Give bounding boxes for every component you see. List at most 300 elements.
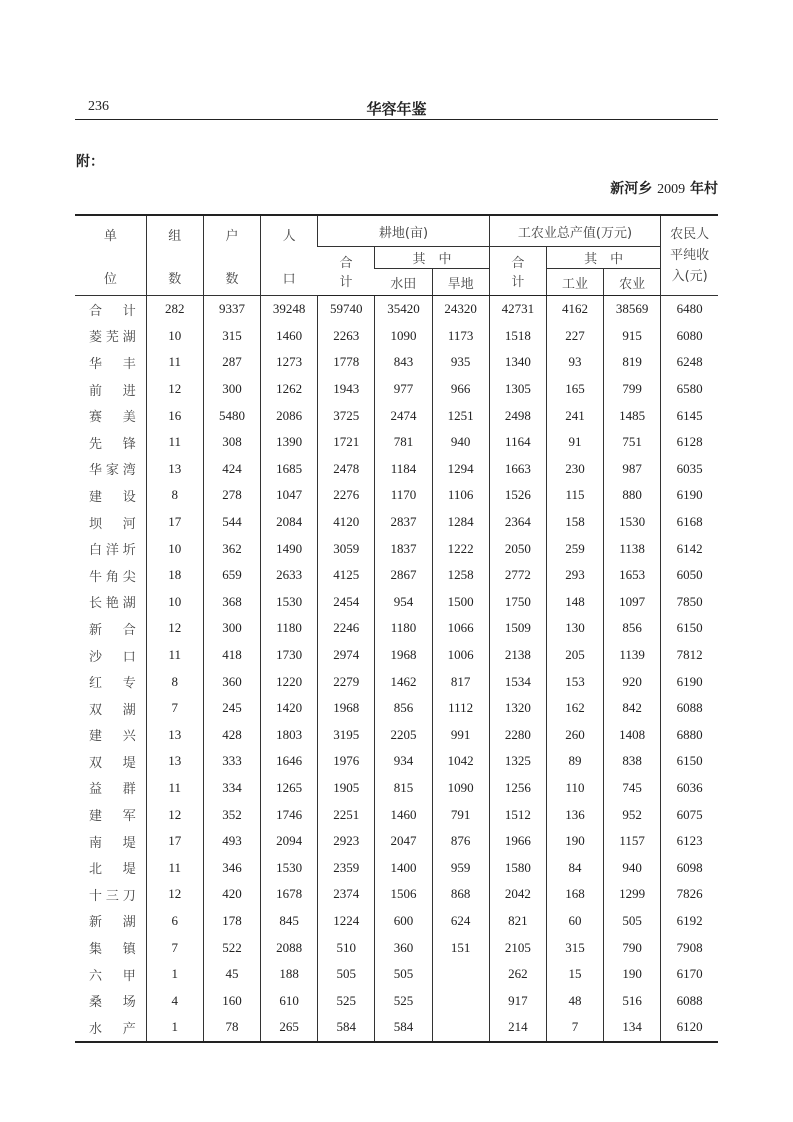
table-cell: 1534 — [489, 668, 546, 695]
table-cell: 1530 — [261, 589, 318, 616]
table-cell: 7908 — [661, 934, 718, 961]
table-cell: 1663 — [489, 456, 546, 483]
table-row — [75, 908, 718, 935]
table-cell: 12 — [146, 376, 203, 403]
table-cell: 2837 — [375, 509, 432, 536]
table-cell: 600 — [375, 908, 432, 935]
table-cell: 6 — [146, 908, 203, 935]
table-cell: 819 — [604, 349, 661, 376]
table-cell: 1746 — [261, 801, 318, 828]
table-cell: 917 — [489, 987, 546, 1014]
table-cell: 241 — [546, 402, 603, 429]
table-cell: 352 — [203, 801, 260, 828]
table-cell: 1485 — [604, 402, 661, 429]
table-row — [75, 615, 718, 642]
table-cell: 1224 — [318, 908, 375, 935]
table-cell: 10 — [146, 535, 203, 562]
table-cell: 38569 — [604, 296, 661, 323]
table-cell: 959 — [432, 854, 489, 881]
table-cell: 165 — [546, 376, 603, 403]
row-unit-name: 红专 — [89, 676, 136, 692]
table-cell: 751 — [604, 429, 661, 456]
table-cell: 6080 — [661, 323, 718, 350]
table-cell: 5480 — [203, 402, 260, 429]
table-cell: 2047 — [375, 828, 432, 855]
table-cell: 1090 — [375, 323, 432, 350]
table-cell: 6035 — [661, 456, 718, 483]
table-cell: 333 — [203, 748, 260, 775]
table-cell: 2246 — [318, 615, 375, 642]
table-cell: 13 — [146, 722, 203, 749]
table-cell: 1251 — [432, 402, 489, 429]
table-cell: 362 — [203, 535, 260, 562]
row-unit-name: 长艳湖 — [89, 596, 136, 612]
table-cell: 158 — [546, 509, 603, 536]
table-cell: 11 — [146, 642, 203, 669]
table-cell: 1976 — [318, 748, 375, 775]
table-cell: 954 — [375, 589, 432, 616]
page-number: 236 — [88, 99, 109, 114]
table-cell: 2923 — [318, 828, 375, 855]
row-unit-name: 华家湾 — [89, 463, 136, 479]
table-cell: 360 — [375, 934, 432, 961]
table-row — [75, 642, 718, 669]
table-row — [75, 589, 718, 616]
table-cell: 1530 — [261, 854, 318, 881]
table-cell: 4 — [146, 987, 203, 1014]
table-cell: 6075 — [661, 801, 718, 828]
header-agriculture: 农业 — [604, 269, 661, 296]
table-cell: 418 — [203, 642, 260, 669]
table-row — [75, 562, 718, 589]
table-cell: 1256 — [489, 775, 546, 802]
table-cell: 293 — [546, 562, 603, 589]
table-cell: 1 — [146, 1014, 203, 1042]
header-households: 户 数 — [203, 215, 260, 296]
table-cell: 1157 — [604, 828, 661, 855]
table-cell: 1905 — [318, 775, 375, 802]
table-cell: 6050 — [661, 562, 718, 589]
table-cell: 868 — [432, 881, 489, 908]
table-cell: 315 — [546, 934, 603, 961]
table-row — [75, 323, 718, 350]
row-unit-name: 新湖 — [89, 915, 136, 931]
table-subtitle — [610, 178, 718, 198]
row-unit-name: 集镇 — [89, 942, 136, 958]
header-dry: 旱地 — [432, 269, 489, 296]
table-cell: 2867 — [375, 562, 432, 589]
subtitle-suffix: 年村 — [690, 181, 718, 197]
table-cell: 2454 — [318, 589, 375, 616]
table-cell: 1294 — [432, 456, 489, 483]
table-cell: 16 — [146, 402, 203, 429]
table-cell: 1097 — [604, 589, 661, 616]
table-cell: 6098 — [661, 854, 718, 881]
table-cell: 1180 — [375, 615, 432, 642]
table-cell: 2084 — [261, 509, 318, 536]
table-row — [75, 695, 718, 722]
table-cell: 1490 — [261, 535, 318, 562]
table-cell: 505 — [604, 908, 661, 935]
table-cell: 6248 — [661, 349, 718, 376]
table-cell: 60 — [546, 908, 603, 935]
table-cell: 1222 — [432, 535, 489, 562]
table-cell: 1299 — [604, 881, 661, 908]
table-cell: 6150 — [661, 748, 718, 775]
row-unit-name: 牛角尖 — [89, 569, 136, 585]
table-cell: 230 — [546, 456, 603, 483]
table-row — [75, 801, 718, 828]
table-row — [75, 668, 718, 695]
table-cell — [432, 1014, 489, 1042]
table-cell: 6123 — [661, 828, 718, 855]
table-cell: 6192 — [661, 908, 718, 935]
table-cell: 940 — [604, 854, 661, 881]
table-cell: 522 — [203, 934, 260, 961]
table-cell: 815 — [375, 775, 432, 802]
table-cell: 3195 — [318, 722, 375, 749]
table-cell: 162 — [546, 695, 603, 722]
table-cell: 505 — [375, 961, 432, 988]
row-unit-name: 十三刀 — [89, 888, 136, 904]
table-cell: 3725 — [318, 402, 375, 429]
table-cell: 300 — [203, 376, 260, 403]
table-cell: 3059 — [318, 535, 375, 562]
table-cell: 977 — [375, 376, 432, 403]
table-cell: 1653 — [604, 562, 661, 589]
table-row — [75, 748, 718, 775]
table-cell: 624 — [432, 908, 489, 935]
table-cell: 920 — [604, 668, 661, 695]
table-cell: 8 — [146, 668, 203, 695]
table-cell: 334 — [203, 775, 260, 802]
table-cell: 935 — [432, 349, 489, 376]
table-row — [75, 429, 718, 456]
table-cell: 6036 — [661, 775, 718, 802]
table-cell: 7850 — [661, 589, 718, 616]
table-cell: 424 — [203, 456, 260, 483]
table-cell: 2050 — [489, 535, 546, 562]
table-cell: 2138 — [489, 642, 546, 669]
table-cell: 1803 — [261, 722, 318, 749]
table-cell: 2633 — [261, 562, 318, 589]
table-cell: 584 — [375, 1014, 432, 1042]
table-cell: 7826 — [661, 881, 718, 908]
table-cell: 265 — [261, 1014, 318, 1042]
table-cell: 2772 — [489, 562, 546, 589]
table-cell: 7 — [146, 695, 203, 722]
table-cell: 1325 — [489, 748, 546, 775]
row-unit-name: 菱芜湖 — [89, 330, 136, 346]
table-cell: 1138 — [604, 535, 661, 562]
table-cell: 168 — [546, 881, 603, 908]
table-cell: 856 — [375, 695, 432, 722]
table-cell: 59740 — [318, 296, 375, 323]
table-cell: 148 — [546, 589, 603, 616]
table-cell: 45 — [203, 961, 260, 988]
table-cell: 1106 — [432, 482, 489, 509]
table-cell: 17 — [146, 509, 203, 536]
table-cell: 1284 — [432, 509, 489, 536]
table-cell: 188 — [261, 961, 318, 988]
table-cell: 1460 — [261, 323, 318, 350]
table-cell: 2205 — [375, 722, 432, 749]
table-row — [75, 934, 718, 961]
table-cell: 2094 — [261, 828, 318, 855]
table-cell: 11 — [146, 349, 203, 376]
table-cell: 245 — [203, 695, 260, 722]
header-paddy: 水田 — [375, 269, 432, 296]
table-cell: 934 — [375, 748, 432, 775]
table-cell: 93 — [546, 349, 603, 376]
table-cell: 821 — [489, 908, 546, 935]
table-cell: 6190 — [661, 668, 718, 695]
table-cell: 2498 — [489, 402, 546, 429]
table-cell: 6880 — [661, 722, 718, 749]
table-cell: 1966 — [489, 828, 546, 855]
table-row — [75, 456, 718, 483]
table-cell: 4120 — [318, 509, 375, 536]
table-cell: 2263 — [318, 323, 375, 350]
table-row — [75, 376, 718, 403]
table-row — [75, 722, 718, 749]
row-unit-name: 前进 — [89, 383, 136, 399]
table-cell: 952 — [604, 801, 661, 828]
table-cell: 493 — [203, 828, 260, 855]
table-cell: 2279 — [318, 668, 375, 695]
village-statistics-table — [75, 214, 718, 1043]
table-cell: 89 — [546, 748, 603, 775]
table-cell: 525 — [318, 987, 375, 1014]
table-cell: 1340 — [489, 349, 546, 376]
table-cell: 1420 — [261, 695, 318, 722]
table-cell: 6480 — [661, 296, 718, 323]
table-cell: 1512 — [489, 801, 546, 828]
table-row — [75, 854, 718, 881]
table-cell: 78 — [203, 1014, 260, 1042]
table-cell: 7812 — [661, 642, 718, 669]
table-cell: 10 — [146, 589, 203, 616]
table-cell: 843 — [375, 349, 432, 376]
table-cell: 1460 — [375, 801, 432, 828]
table-cell: 1530 — [604, 509, 661, 536]
table-cell: 781 — [375, 429, 432, 456]
table-cell: 2280 — [489, 722, 546, 749]
table-cell: 1047 — [261, 482, 318, 509]
row-unit-name: 桑场 — [89, 995, 136, 1011]
row-unit-name: 益群 — [89, 782, 136, 798]
table-cell: 151 — [432, 934, 489, 961]
table-cell: 6580 — [661, 376, 718, 403]
table-cell: 845 — [261, 908, 318, 935]
table-cell: 1678 — [261, 881, 318, 908]
table-cell: 315 — [203, 323, 260, 350]
table-cell: 876 — [432, 828, 489, 855]
subtitle-year: 2009 — [657, 182, 686, 197]
header-output-of-which: 其 中 — [546, 247, 660, 269]
table-cell: 1462 — [375, 668, 432, 695]
table-cell: 300 — [203, 615, 260, 642]
row-unit-name: 建设 — [89, 489, 136, 505]
table-cell: 130 — [546, 615, 603, 642]
table-cell: 838 — [604, 748, 661, 775]
table-cell: 17 — [146, 828, 203, 855]
table-cell: 4162 — [546, 296, 603, 323]
table-cell: 1685 — [261, 456, 318, 483]
table-cell: 6088 — [661, 987, 718, 1014]
table-row — [75, 349, 718, 376]
row-unit-name: 白洋圻 — [89, 543, 136, 559]
table-body — [75, 296, 718, 1042]
table-cell: 190 — [604, 961, 661, 988]
table-cell: 1943 — [318, 376, 375, 403]
table-cell: 6150 — [661, 615, 718, 642]
table-cell: 6168 — [661, 509, 718, 536]
table-cell: 2364 — [489, 509, 546, 536]
table-cell: 510 — [318, 934, 375, 961]
header-output: 工农业总产值(万元) — [489, 215, 661, 247]
header-population: 人 口 — [261, 215, 318, 296]
table-row — [75, 509, 718, 536]
table-cell: 42731 — [489, 296, 546, 323]
table-cell: 1184 — [375, 456, 432, 483]
table-cell: 136 — [546, 801, 603, 828]
header-farmland-total: 合 计 — [318, 247, 375, 296]
table-cell: 525 — [375, 987, 432, 1014]
subtitle-prefix: 新河乡 — [610, 181, 653, 197]
row-unit-name: 北堤 — [89, 862, 136, 878]
row-unit-name: 新合 — [89, 622, 136, 638]
table-cell: 987 — [604, 456, 661, 483]
header-income: 农民人 平纯收 入(元) — [661, 215, 718, 296]
table-row — [75, 828, 718, 855]
table-cell: 15 — [546, 961, 603, 988]
table-cell: 791 — [432, 801, 489, 828]
table-cell: 84 — [546, 854, 603, 881]
table-cell: 584 — [318, 1014, 375, 1042]
table-cell: 214 — [489, 1014, 546, 1042]
table-cell: 1066 — [432, 615, 489, 642]
table-row — [75, 482, 718, 509]
table-cell: 12 — [146, 615, 203, 642]
row-unit-name: 双湖 — [89, 702, 136, 718]
table-cell: 1580 — [489, 854, 546, 881]
table-cell: 6088 — [661, 695, 718, 722]
table-cell: 6190 — [661, 482, 718, 509]
table-cell: 1390 — [261, 429, 318, 456]
table-cell: 12 — [146, 801, 203, 828]
table-cell: 1968 — [318, 695, 375, 722]
table-cell: 153 — [546, 668, 603, 695]
table-cell — [432, 961, 489, 988]
table-cell: 13 — [146, 456, 203, 483]
table-cell: 11 — [146, 775, 203, 802]
table-cell: 1837 — [375, 535, 432, 562]
row-unit-name: 南堤 — [89, 835, 136, 851]
table-cell: 842 — [604, 695, 661, 722]
table-cell: 799 — [604, 376, 661, 403]
table-cell: 160 — [203, 987, 260, 1014]
table-cell: 1042 — [432, 748, 489, 775]
table-cell: 48 — [546, 987, 603, 1014]
table-cell: 190 — [546, 828, 603, 855]
table-row — [75, 987, 718, 1014]
table-cell: 2088 — [261, 934, 318, 961]
table-cell: 991 — [432, 722, 489, 749]
table-cell: 915 — [604, 323, 661, 350]
table-cell: 1500 — [432, 589, 489, 616]
table-cell: 7 — [546, 1014, 603, 1042]
table-cell: 2359 — [318, 854, 375, 881]
table-cell: 790 — [604, 934, 661, 961]
table-cell: 24320 — [432, 296, 489, 323]
table-cell: 12 — [146, 881, 203, 908]
row-unit-name: 坝河 — [89, 516, 136, 532]
table-cell: 1139 — [604, 642, 661, 669]
table-cell: 4125 — [318, 562, 375, 589]
table-cell: 1408 — [604, 722, 661, 749]
row-unit-name: 水产 — [89, 1021, 136, 1037]
table-cell: 2974 — [318, 642, 375, 669]
table-cell: 262 — [489, 961, 546, 988]
table-cell: 1006 — [432, 642, 489, 669]
table-row — [75, 775, 718, 802]
table-cell: 360 — [203, 668, 260, 695]
table-cell: 1180 — [261, 615, 318, 642]
table-cell: 2478 — [318, 456, 375, 483]
appendix-label: 附： — [76, 154, 104, 170]
table-cell: 2276 — [318, 482, 375, 509]
table-cell: 880 — [604, 482, 661, 509]
table-cell: 6170 — [661, 961, 718, 988]
table-cell: 1305 — [489, 376, 546, 403]
table-cell: 11 — [146, 429, 203, 456]
table-cell: 1526 — [489, 482, 546, 509]
table-cell: 91 — [546, 429, 603, 456]
table-cell: 2042 — [489, 881, 546, 908]
row-unit-name: 合计 — [89, 303, 136, 319]
table-cell: 1265 — [261, 775, 318, 802]
table-cell: 1090 — [432, 775, 489, 802]
table-cell: 346 — [203, 854, 260, 881]
header-unit: 单 位 — [75, 215, 146, 296]
table-cell: 420 — [203, 881, 260, 908]
table-cell: 610 — [261, 987, 318, 1014]
table-cell: 1173 — [432, 323, 489, 350]
table-cell: 1721 — [318, 429, 375, 456]
table-cell: 1509 — [489, 615, 546, 642]
table-cell — [432, 987, 489, 1014]
table-cell: 428 — [203, 722, 260, 749]
table-cell: 1273 — [261, 349, 318, 376]
table-cell: 2086 — [261, 402, 318, 429]
table-cell: 8 — [146, 482, 203, 509]
table-row — [75, 1014, 718, 1042]
table-cell: 940 — [432, 429, 489, 456]
table-cell: 39248 — [261, 296, 318, 323]
table-cell: 2105 — [489, 934, 546, 961]
table-cell: 6145 — [661, 402, 718, 429]
table-cell: 10 — [146, 323, 203, 350]
table-cell: 745 — [604, 775, 661, 802]
header-industry: 工业 — [546, 269, 603, 296]
table-cell: 260 — [546, 722, 603, 749]
table-cell: 115 — [546, 482, 603, 509]
table-cell: 282 — [146, 296, 203, 323]
table-cell: 259 — [546, 535, 603, 562]
table-cell: 2251 — [318, 801, 375, 828]
table-cell: 278 — [203, 482, 260, 509]
